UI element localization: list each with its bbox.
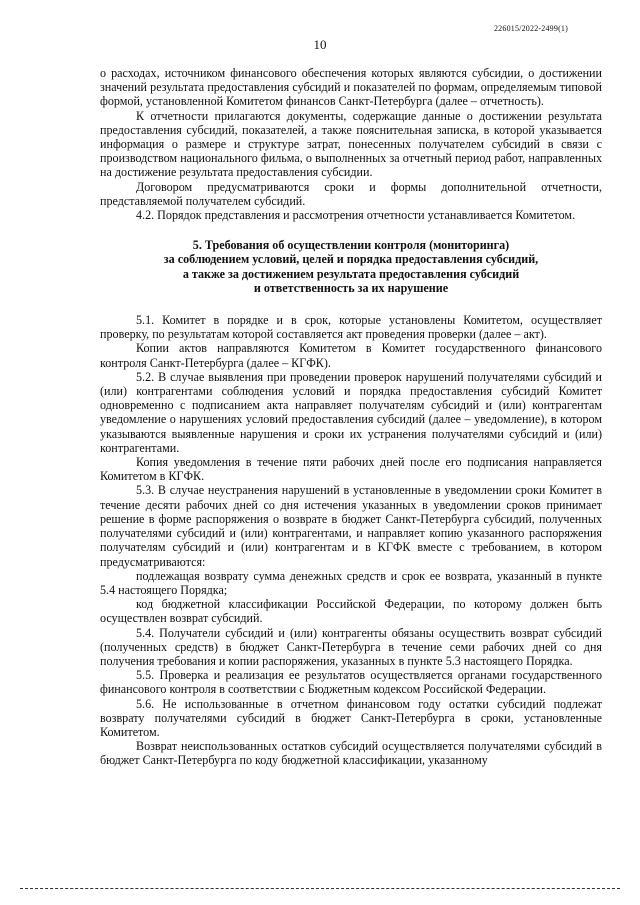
paragraph: Договором предусматриваются сроки и формы дополнительной отчетности, представляемой получателем субсидий. — [100, 179, 602, 208]
paragraph: подлежащая возврату сумма денежных средств и срок ее возврата, указанный в пункте 5.4 настоящего Порядка; — [100, 568, 602, 597]
paragraph: 5.4. Получатели субсидий и (или) контрагенты обязаны осуществить возврат субсидий (полученных средств) в бюджет Санкт-Петербурга в течение семи рабочих дней со дня получения требования и копии распоряжения, указанных в пункте 5.3 настоящего Порядка. — [100, 625, 602, 668]
page-number: 10 — [313, 37, 327, 52]
paragraph: Возврат неиспользованных остатков субсидий осуществляется получателями субсидий в бюджет Санкт-Петербурга по коду бюджетной классификации, указанному — [100, 739, 602, 768]
paragraph: К отчетности прилагаются документы, содержащие данные о достижении результата предоставления субсидий, показателей, а также пояснительная записка, в которой указывается информация о размере и структуре затрат, понесенных получателем субсидий в связи с производством национального фильма, о выполненных за отчетный период работ, направленных на достижение результата предоставления субсидии. — [100, 108, 602, 180]
paragraph: 5.5. Проверка и реализация ее результатов осуществляется органами государственного финансового контроля в соответствии с Бюджетным кодексом Российской Федерации. — [100, 668, 602, 697]
section-heading — [100, 238, 602, 295]
scan-edge-line — [20, 888, 620, 889]
section-heading-line: и ответственность за их нарушение — [253, 280, 449, 295]
section-heading-line: 5. Требования об осуществлении контроля (мониторинга) — [192, 238, 510, 253]
paragraph: 5.2. В случае выявления при проведении проверок нарушений получателями субсидий и (или) контрагентами соблюдения условий и порядка предоставления субсидий Комитет одновременно с подписанием акта направляет получателям субсидий и (или) контрагентам уведомление о нарушениях условий предоставления субсидий (далее – уведомление), в котором указываются выявленные нарушения и сроки их устранения получателями субсидий и (или) контрагентами. — [100, 369, 602, 455]
paragraph: о расходах, источником финансового обеспечения которых являются субсидии, о достижении значений результата предоставления субсидий и показателей по формам, определяемым типовой формой, установленной Комитетом финансов Санкт-Петербурга (далее – отчетность). — [100, 66, 602, 109]
document-body — [100, 66, 602, 768]
paragraph: Копии актов направляются Комитетом в Комитет государственного финансового контроля Санкт-Петербурга (далее – КГФК). — [100, 341, 602, 370]
paragraph: код бюджетной классификации Российской Федерации, по которому должен быть осуществлен возврат субсидий. — [100, 597, 602, 626]
document-number: 226015/2022-2499(1) — [493, 24, 568, 33]
paragraph: 5.1. Комитет в порядке и в срок, которые установлены Комитетом, осуществляет проверку, по результатам которой составляется акт проведения проверки (далее – акт). — [100, 313, 602, 342]
section-heading-line: за соблюдением условий, целей и порядка предоставления субсидий, — [163, 252, 539, 267]
section-heading-line: а также за достижением результата предоставления субсидий — [182, 266, 520, 281]
paragraph: 5.3. В случае неустранения нарушений в установленные в уведомлении сроки Комитет в течение десяти рабочих дней со дня истечения указанных в уведомлении сроков принимает решение в форме распоряжения о возврате в бюджет Санкт-Петербурга субсидий, полученных получателями субсидий и (или) контрагентами, и направляет копию указанного распоряжения получателям субсидий и (или) контрагентам и в КГФК вместе с требованием, в котором предусматриваются: — [100, 483, 602, 569]
paragraph: 4.2. Порядок представления и рассмотрения отчетности устанавливается Комитетом. — [136, 208, 576, 223]
paragraph: Копия уведомления в течение пяти рабочих дней после его подписания направляется Комитетом в КГФК. — [100, 455, 602, 484]
paragraph: 5.6. Не использованные в отчетном финансовом году остатки субсидий подлежат возврату получателями субсидий в бюджет Санкт-Петербурга в сроки, установленные Комитетом. — [100, 696, 602, 739]
